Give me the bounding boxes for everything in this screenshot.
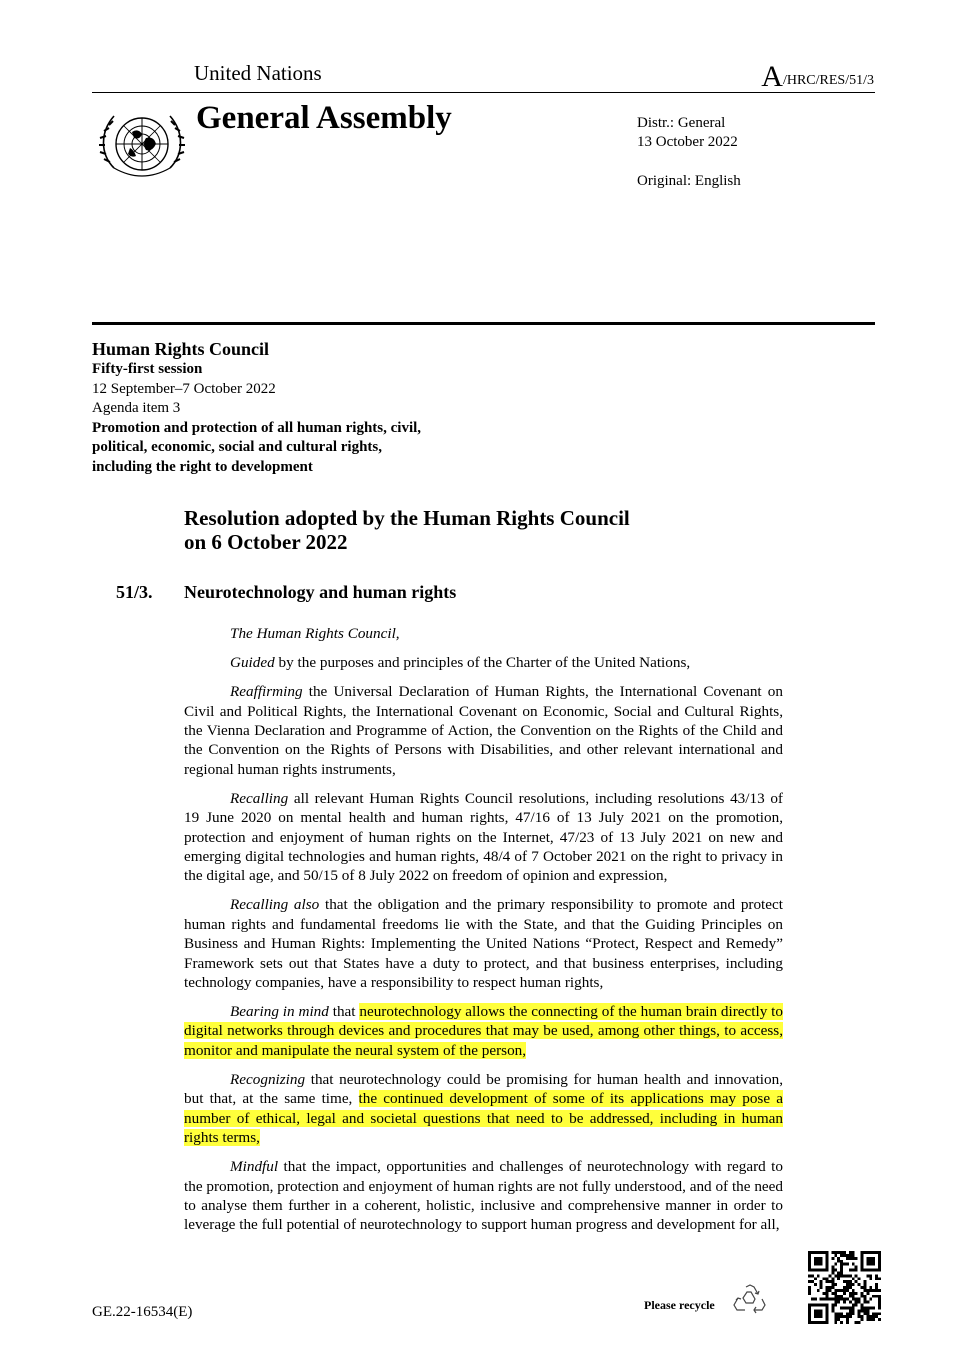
recycle-icon [733, 1283, 767, 1315]
paragraph-preamble [184, 624, 783, 643]
un-emblem-icon [96, 104, 188, 186]
resolution-title-line-1: Resolution adopted by the Human Rights Council [184, 506, 630, 530]
council-block [92, 338, 421, 477]
agenda-title-line-3: including the right to development [92, 458, 313, 475]
resolution-body [184, 624, 783, 1244]
paragraph-text: that [328, 1003, 360, 1021]
qr-code [808, 1251, 881, 1324]
resolution-name: Neurotechnology and human rights [184, 582, 457, 602]
agenda-title-line-1: Promotion and protection of all human rights, civil, [92, 419, 422, 436]
paragraph-reaffirming [184, 682, 783, 779]
paragraph-lead: Recalling [230, 789, 289, 807]
paragraph-text: that the obligation and the primary responsibility to promote and protect human rights and fundamental freedoms lie with the State, and that the Guiding Principles on Business and Human Rights: Implementing the United Nations “Protect, Respect and Remedy” Framework sets out that States have a duty to protect, and that business enterprises, including technology companies, have a responsibility to respect human rights, [184, 896, 783, 992]
paragraph-lead: Guided [230, 654, 275, 672]
paragraph-recalling-also [184, 895, 783, 992]
agenda-item: Agenda item 3 [92, 400, 181, 416]
paragraph-recalling [184, 789, 783, 886]
highlighted-text: neurotechnology allows the connecting of the human brain directly to digital networks through devices and procedures that may be used, among other things, to access, monitor and manipulate the neural system of the person, [184, 1003, 783, 1059]
paragraph-lead: Mindful [230, 1158, 279, 1176]
distribution-label: Distr.: General [637, 115, 726, 131]
recycle-label: Please recycle [644, 1298, 715, 1312]
paragraph-lead: Recognizing [230, 1070, 306, 1088]
original-language: Original: English [637, 173, 741, 189]
header-rule [92, 92, 875, 93]
document-symbol-prefix: A [761, 60, 783, 93]
document-symbol [761, 60, 874, 94]
paragraph-lead: Reaffirming [230, 683, 303, 701]
paragraph-recognizing [184, 1070, 783, 1148]
resolution-title-line-2: on 6 October 2022 [184, 530, 348, 554]
section-rule [92, 322, 875, 325]
session-name: Fifty-first session [92, 361, 203, 377]
document-date: 13 October 2022 [637, 134, 738, 150]
paragraph-text: all relevant Human Rights Council resolutions, including resolutions 43/13 of 19 June 2020 on mental health and human rights, 47/16 of 13 July 2021 on the promotion, protection and enjoyment of human rights on the Internet, 47/23 of 13 July 2021 on new and emerging digital technologies and human rights, 48/4 of 7 October 2021 on the right to privacy in the digital age, and 50/15 of 8 July 2022 on freedom of opinion and expression, [184, 789, 783, 885]
agenda-title-line-2: political, economic, social and cultural rights, [92, 439, 382, 455]
document-code: GE.22-16534(E) [92, 1304, 193, 1320]
paragraph-mindful [184, 1157, 783, 1235]
resolution-title [184, 506, 630, 554]
session-dates: 12 September–7 October 2022 [92, 380, 276, 397]
paragraph-bearing-in-mind [184, 1002, 783, 1060]
paragraph-preamble-text: The Human Rights Council, [230, 625, 400, 642]
paragraph-text: that neurotechnology could be promising for human health and innovation, but that, at the same time, [184, 1070, 783, 1108]
resolution-number: 51/3. [116, 582, 153, 602]
paragraph-guided [184, 653, 783, 672]
highlighted-text: the continued development of some of its applications may pose a number of ethical, legal and societal questions that need to be addressed, including in human rights terms, [184, 1090, 783, 1147]
paragraph-text: that the impact, opportunities and challenges of neurotechnology with regard to the promotion, protection and enjoyment of human rights are not fully understood, and of the need to analyse them further in a coherent, holistic, inclusive and comprehensive manner in order to leverage the full potential of neurotechnology to support human progress and development for all, [184, 1158, 783, 1234]
distribution-block [637, 114, 741, 191]
council-title: Human Rights Council [92, 339, 270, 359]
paragraph-text: the Universal Declaration of Human Rights, the International Covenant on Civil and Political Rights, the International Covenant on Economic, Social and Cultural Rights, the Vienna Declaration and Programme of Action, the Convention on the Rights of the Child and the Convention on the Rights of Persons with Disabilities, and other relevant international and regional human rights instruments, [184, 683, 783, 778]
organization-name: United Nations [194, 61, 322, 85]
general-assembly-title: General Assembly [196, 100, 452, 136]
document-symbol-rest: /HRC/RES/51/3 [782, 73, 874, 88]
paragraph-text: by the purposes and principles of the Charter of the United Nations, [274, 654, 691, 672]
paragraph-lead: Recalling also [230, 896, 320, 914]
paragraph-lead: Bearing in mind [230, 1003, 329, 1021]
